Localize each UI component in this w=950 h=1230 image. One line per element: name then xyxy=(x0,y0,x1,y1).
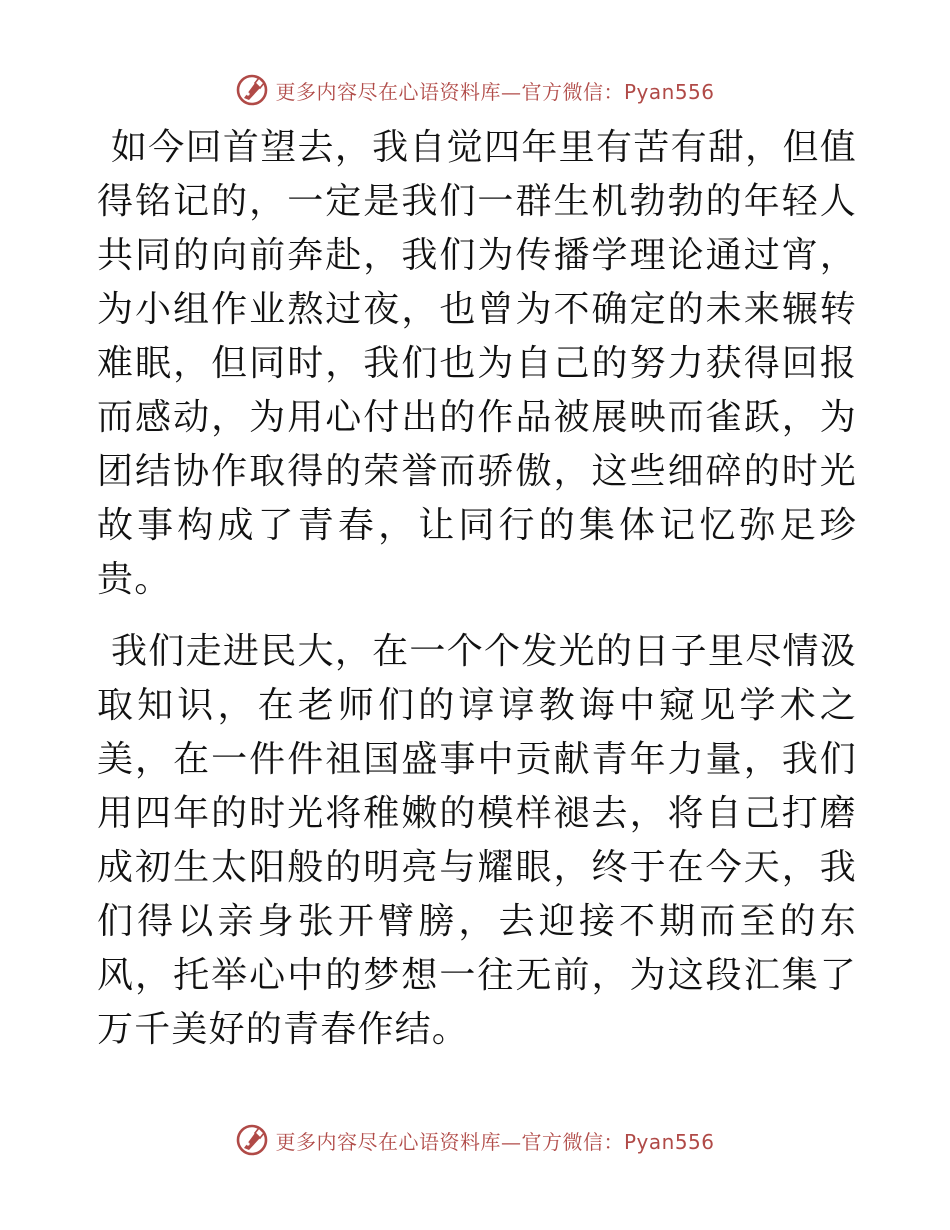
footer-watermark-banner xyxy=(0,1120,950,1160)
footer-banner-wechat-id: Pyan556 xyxy=(623,1129,715,1154)
document-body xyxy=(97,121,857,1057)
footer-banner-dash: — xyxy=(500,1129,522,1154)
header-banner-label: 官方微信： xyxy=(521,79,624,104)
paragraph-1: 如今回首望去，我自觉四年里有苦有甜，但值得铭记的，一定是我们一群生机勃勃的年轻人共同的向前奔赴，我们为传播学理论通过宵，为小组作业熬过夜，也曾为不确定的未来辗转难眠，但同时，我们也为自己的努力获得回报而感动，为用心付出的作品被展映而雀跃，为团结协作取得的荣誉而骄傲，这些细碎的时光故事构成了青春，让同行的集体记忆弥足珍贵。 xyxy=(97,127,857,600)
header-banner-dash: — xyxy=(500,79,522,104)
header-banner-wechat-id: Pyan556 xyxy=(623,79,715,104)
footer-banner-label: 官方微信： xyxy=(521,1129,624,1154)
header-banner-main: 更多内容尽在心语资料库 xyxy=(275,79,501,104)
footer-banner-text xyxy=(275,1126,714,1155)
pen-nib-circle-icon xyxy=(235,1123,269,1157)
footer-banner-main: 更多内容尽在心语资料库 xyxy=(275,1129,501,1154)
paragraph-2: 我们走进民大，在一个个发光的日子里尽情汲取知识，在老师们的谆谆教诲中窥见学术之美，在一件件祖国盛事中贡献青年力量，我们用四年的时光将稚嫩的模样褪去，将自己打磨成初生太阳般的明亮与耀眼，终于在今天，我们得以亲身张开臂膀，去迎接不期而至的东风，托举心中的梦想一往无前，为这段汇集了万千美好的青春作结。 xyxy=(97,631,857,1050)
pen-nib-circle-icon xyxy=(235,73,269,107)
header-banner-text xyxy=(275,76,714,105)
header-watermark-banner xyxy=(0,70,950,110)
